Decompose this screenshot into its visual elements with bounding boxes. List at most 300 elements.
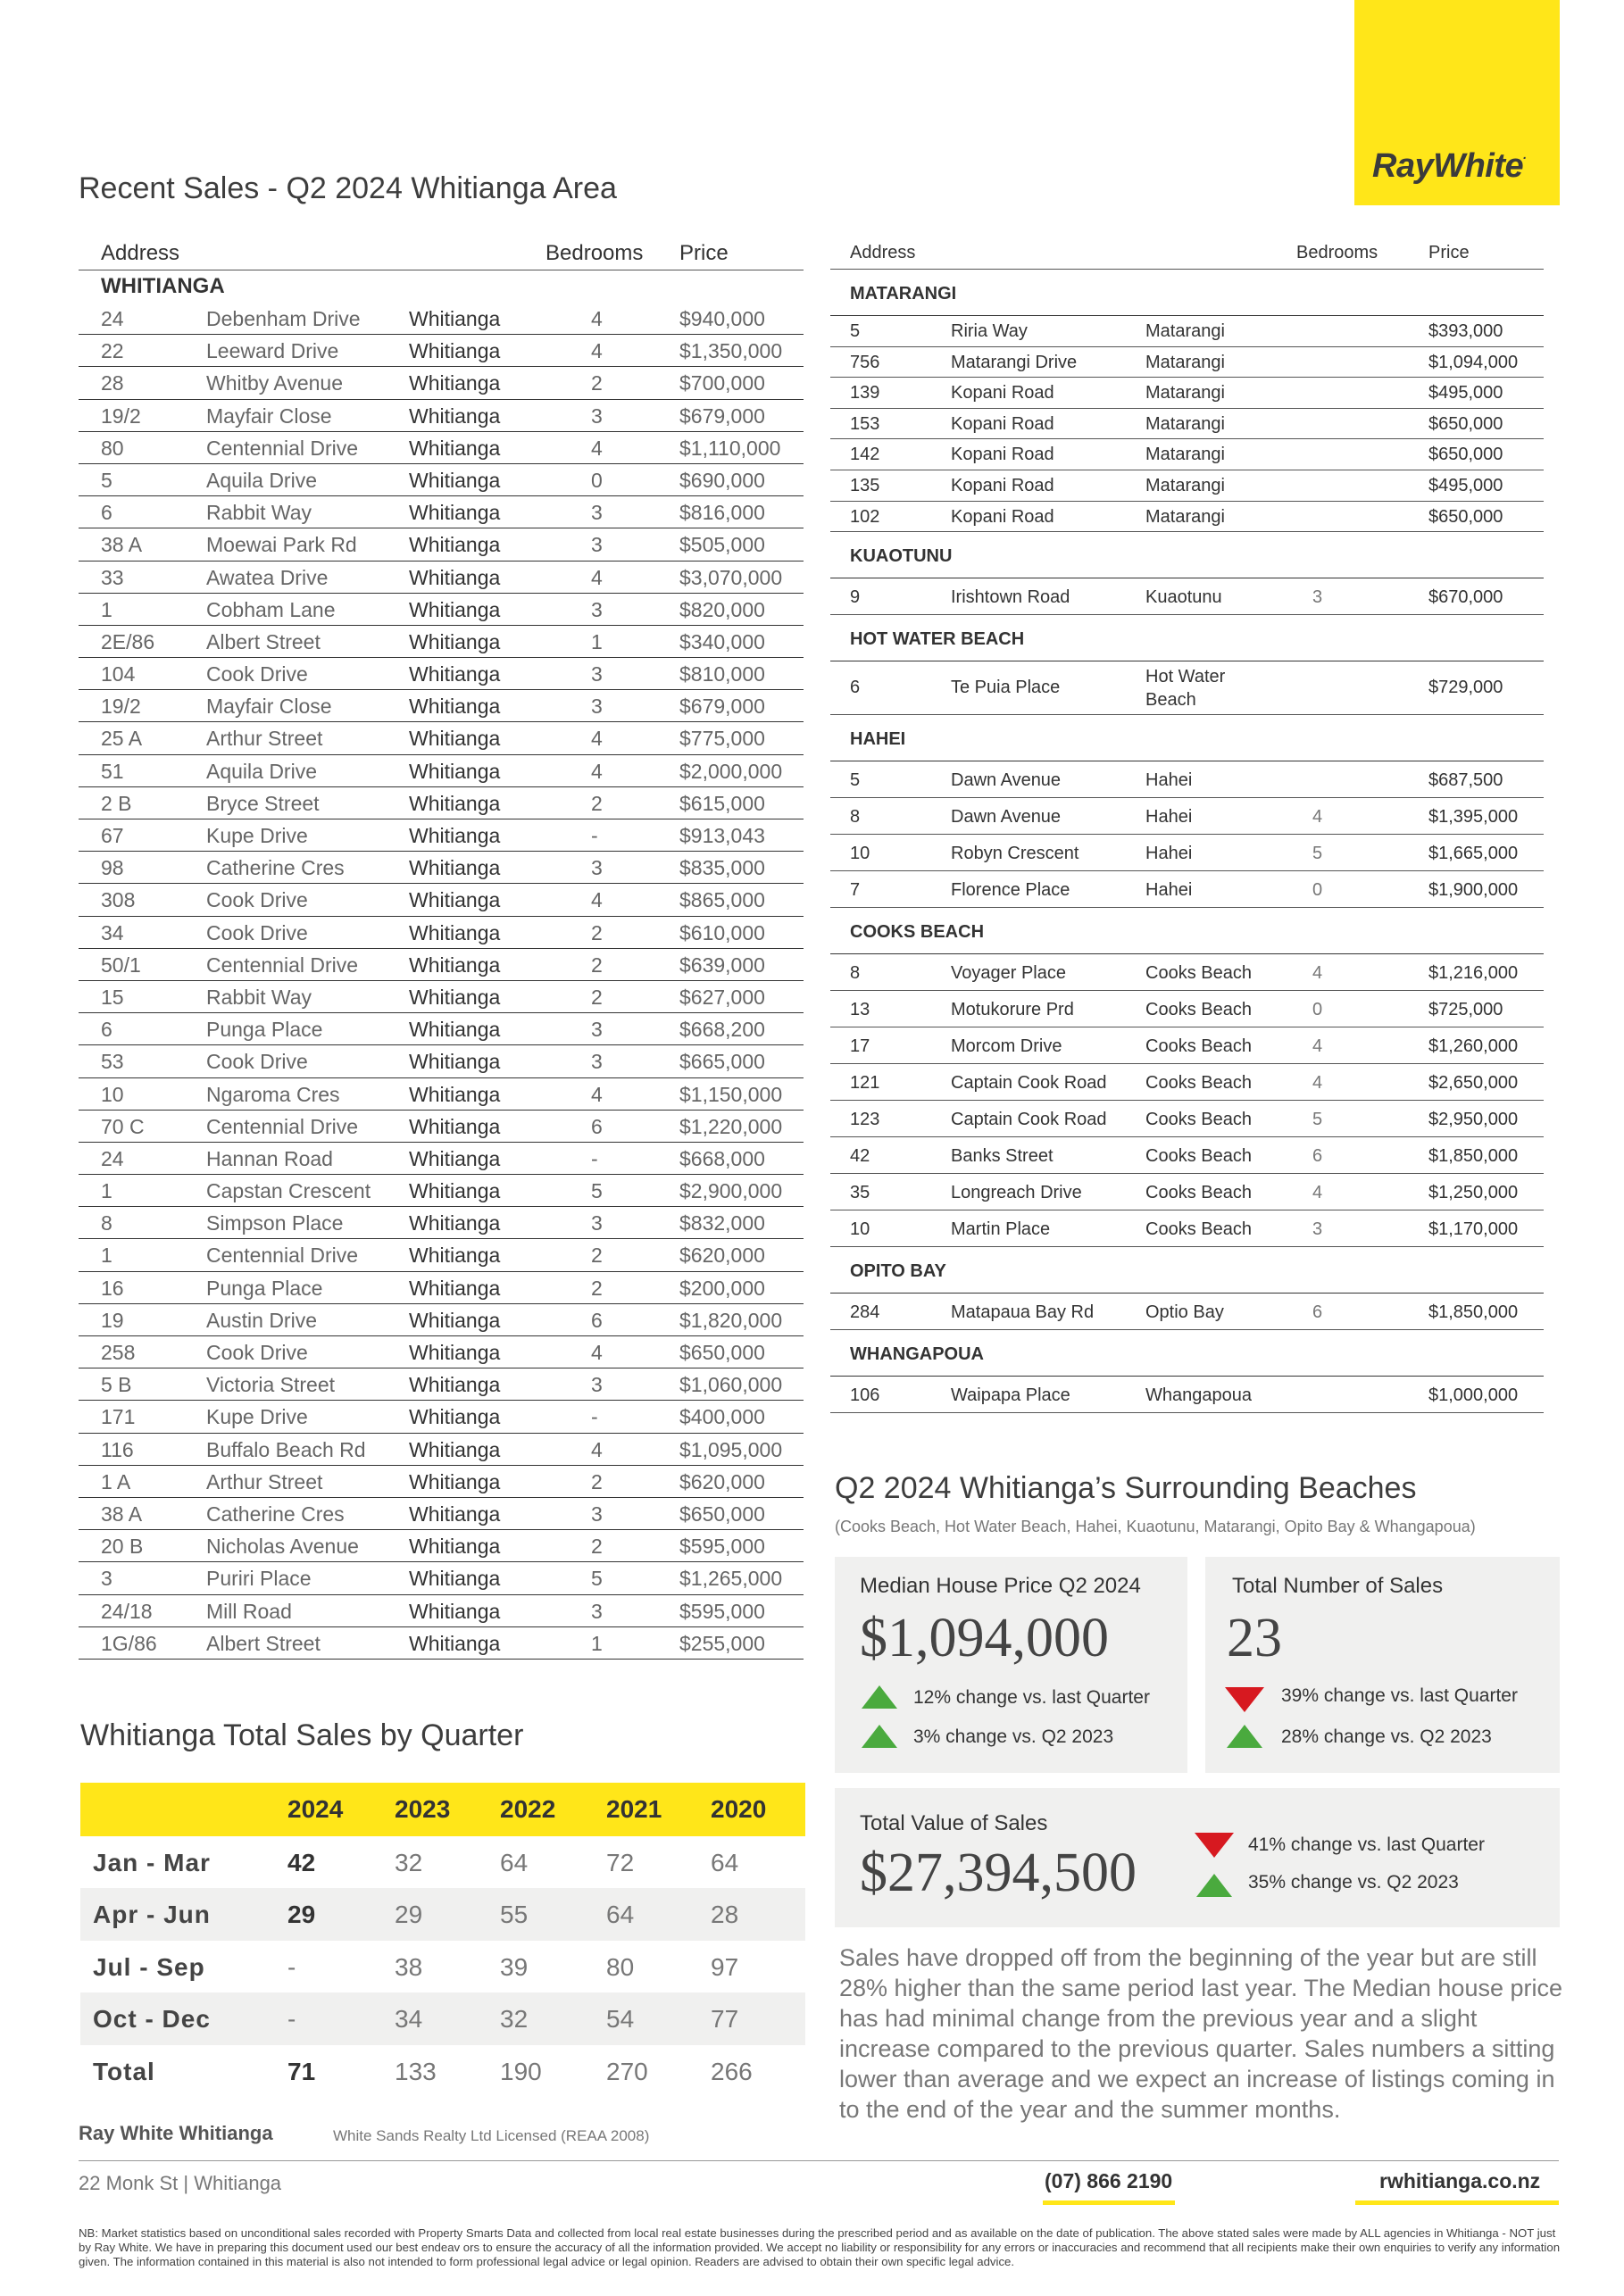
street-number: 42 — [850, 1146, 870, 1167]
table-row — [79, 1239, 804, 1271]
bedrooms: 3 — [591, 403, 603, 428]
table-row — [79, 400, 804, 432]
table-row — [79, 1434, 804, 1466]
street-name: Aquila Drive — [206, 468, 317, 492]
price: $1,350,000 — [679, 339, 783, 363]
suburb: Whitianga — [409, 953, 501, 977]
table-row — [830, 761, 1544, 798]
bedrooms: 5 — [1312, 1110, 1323, 1130]
street-number: 51 — [101, 759, 124, 783]
table-row — [830, 347, 1544, 379]
bedrooms: 3 — [591, 1050, 603, 1074]
suburb: Whitianga — [409, 791, 501, 815]
street-number: 9 — [850, 587, 861, 608]
suburb: Whitianga — [409, 1050, 501, 1074]
header-bedrooms: Bedrooms — [545, 241, 644, 265]
company-name: Ray White Whitianga — [79, 2122, 273, 2144]
suburb: Whitianga — [409, 1405, 501, 1429]
suburb: Whitianga — [409, 1179, 501, 1203]
suburb: Whitianga — [409, 371, 501, 395]
street-name: Motukorure Prd — [951, 1000, 1074, 1020]
price: $255,000 — [679, 1631, 765, 1655]
street-name: Cook Drive — [206, 920, 308, 944]
suburb: Matarangi — [1145, 413, 1225, 434]
change-text: 12% change vs. last Quarter — [913, 1687, 1150, 1708]
suburb: Whitianga — [409, 1018, 501, 1042]
quarter-value: 55 — [500, 1901, 529, 1929]
table-row — [79, 949, 804, 981]
street-number: 70 C — [101, 1114, 145, 1138]
table-row — [830, 470, 1544, 502]
street-number: 50/1 — [101, 953, 141, 977]
beaches-subtitle: (Cooks Beach, Hot Water Beach, Hahei, Kuaotunu, Matarangi, Opito Bay & Whangapoua) — [835, 1518, 1476, 1535]
street-name: Nicholas Avenue — [206, 1535, 359, 1559]
website-underline — [1355, 2200, 1559, 2205]
bedrooms: 6 — [591, 1308, 603, 1332]
street-number: 6 — [101, 501, 112, 525]
change-text: 35% change vs. Q2 2023 — [1248, 1872, 1459, 1893]
bedrooms: 4 — [591, 1437, 603, 1461]
street-number: 756 — [850, 352, 880, 372]
whitianga-sales-table — [79, 234, 804, 1660]
table-row — [830, 409, 1544, 440]
website-link[interactable]: rwhitianga.co.nz — [1379, 2169, 1541, 2192]
quarter-label: Total — [93, 2057, 155, 2085]
bedrooms: 3 — [591, 695, 603, 719]
suburb: Optio Bay — [1145, 1302, 1224, 1323]
change-text: 41% change vs. last Quarter — [1248, 1834, 1485, 1855]
price: $650,000 — [1428, 445, 1503, 465]
table-row — [830, 1027, 1544, 1064]
suburb: Hahei — [1145, 807, 1193, 828]
street-number: 80 — [101, 436, 124, 460]
section-title: KUAOTUNU — [830, 532, 1544, 578]
street-number: 25 A — [101, 727, 143, 751]
price: $627,000 — [679, 985, 765, 1009]
suburb: Whitianga — [409, 403, 501, 428]
street-name: Mayfair Close — [206, 403, 332, 428]
price: $595,000 — [679, 1535, 765, 1559]
quarter-value: 28 — [711, 1901, 739, 1929]
street-number: 34 — [101, 920, 124, 944]
street-number: 28 — [101, 371, 124, 395]
quarter-value: 64 — [500, 1849, 529, 1876]
quarter-row — [80, 1992, 805, 2044]
quarter-value: 32 — [500, 2005, 529, 2034]
table-row — [79, 1595, 804, 1627]
suburb: Cooks Beach — [1145, 1036, 1252, 1057]
quarter-row — [80, 1941, 805, 1992]
street-number: 2 B — [101, 791, 132, 815]
street-name: Leeward Drive — [206, 339, 339, 363]
street-number: 1G/86 — [101, 1631, 157, 1655]
bedrooms: 2 — [591, 791, 603, 815]
street-name: Kopani Road — [951, 383, 1054, 403]
suburb: Hahei — [1145, 770, 1193, 791]
card-label: Median House Price Q2 2024 — [860, 1574, 1141, 1598]
table-row — [79, 1143, 804, 1175]
bedrooms: 3 — [591, 1018, 603, 1042]
suburb: Whitianga — [409, 1341, 501, 1364]
street-number: 104 — [101, 662, 136, 686]
street-number: 98 — [101, 856, 124, 880]
bedrooms: 4 — [591, 307, 603, 330]
price: $393,000 — [1428, 321, 1503, 341]
street-number: 3 — [101, 1567, 112, 1591]
office-address: 22 Monk St | Whitianga — [79, 2172, 282, 2194]
bedrooms: 5 — [591, 1567, 603, 1591]
price: $650,000 — [679, 1341, 765, 1364]
quarter-label: Jul - Sep — [93, 1952, 205, 1981]
suburb: Whitianga — [409, 597, 501, 621]
price: $690,000 — [679, 468, 765, 492]
street-name: Kupe Drive — [206, 824, 308, 847]
suburb: Whitianga — [409, 1631, 501, 1655]
price: $865,000 — [679, 888, 765, 912]
street-number: 106 — [850, 1385, 880, 1406]
header-bedrooms: Bedrooms — [1296, 243, 1378, 262]
quarter-table — [80, 1783, 805, 2097]
bedrooms: 4 — [591, 436, 603, 460]
suburb: Whitianga — [409, 1373, 501, 1397]
price: $729,000 — [1428, 678, 1503, 698]
suburb: Whitianga — [409, 1469, 501, 1493]
price: $1,170,000 — [1428, 1219, 1519, 1240]
change-text: 39% change vs. last Quarter — [1281, 1685, 1518, 1706]
street-number: 1 A — [101, 1469, 131, 1493]
street-name: Kopani Road — [951, 475, 1054, 495]
quarter-value: 29 — [287, 1901, 316, 1929]
street-number: 135 — [850, 475, 880, 495]
footer-divider — [79, 2160, 1559, 2161]
bedrooms: 6 — [1312, 1302, 1323, 1323]
street-number: 19/2 — [101, 403, 141, 428]
table-row — [830, 991, 1544, 1027]
street-name: Rabbit Way — [206, 501, 312, 525]
suburb: Whitianga — [409, 1437, 501, 1461]
street-number: 15 — [101, 985, 124, 1009]
year-header: 2020 — [711, 1795, 767, 1823]
street-name: Dawn Avenue — [951, 770, 1062, 791]
street-number: 121 — [850, 1073, 880, 1094]
card-label: Total Number of Sales — [1232, 1574, 1444, 1598]
street-name: Cook Drive — [206, 662, 308, 686]
street-number: 19 — [101, 1308, 124, 1332]
header-price: Price — [1428, 243, 1470, 262]
suburb: Matarangi — [1145, 321, 1225, 341]
quarter-value: 71 — [287, 2057, 316, 2085]
street-name: Austin Drive — [206, 1308, 317, 1332]
table-row — [79, 432, 804, 464]
street-name: Moewai Park Rd — [206, 533, 357, 557]
street-name: Buffalo Beach Rd — [206, 1437, 366, 1461]
quarter-value: 190 — [500, 2057, 542, 2085]
street-name: Morcom Drive — [951, 1036, 1062, 1057]
price: $650,000 — [1428, 413, 1503, 434]
table-row — [79, 787, 804, 819]
bedrooms: 4 — [591, 727, 603, 751]
phone-number[interactable]: (07) 866 2190 — [1045, 2169, 1173, 2192]
price: $679,000 — [679, 695, 765, 719]
price: $820,000 — [679, 597, 765, 621]
price: $687,500 — [1428, 770, 1503, 791]
table-row — [830, 578, 1544, 615]
street-number: 123 — [850, 1110, 880, 1130]
street-name: Centennial Drive — [206, 436, 359, 460]
bedrooms: 4 — [591, 1341, 603, 1364]
street-name: Waipapa Place — [951, 1385, 1070, 1406]
street-name: Martin Place — [951, 1219, 1051, 1240]
bedrooms: 0 — [591, 468, 603, 492]
price: $940,000 — [679, 307, 765, 330]
table-row — [79, 1078, 804, 1111]
price: $1,850,000 — [1428, 1146, 1519, 1167]
street-number: 8 — [101, 1211, 112, 1235]
up-arrow-icon — [1196, 1874, 1232, 1897]
table-row — [830, 1101, 1544, 1137]
suburb: Matarangi — [1145, 383, 1225, 403]
suburb: Matarangi — [1145, 475, 1225, 495]
street-number: 116 — [101, 1437, 134, 1461]
street-name: Kopani Road — [951, 506, 1054, 527]
quarter-title: Whitianga Total Sales by Quarter — [80, 1718, 524, 1752]
street-name: Albert Street — [206, 1631, 321, 1655]
up-arrow-icon — [862, 1725, 897, 1748]
quarter-value: - — [287, 2005, 296, 2034]
street-number: 6 — [101, 1018, 112, 1042]
bedrooms: 2 — [591, 1244, 603, 1268]
street-number: 10 — [850, 844, 870, 864]
bedrooms: 2 — [591, 985, 603, 1009]
disclaimer: NB: Market statistics based on unconditional sales recorded with Property Smarts Data and collected from local real estate businesses during the prescribed period and as available on the date of publication. The above stated sales were made by ALL agencies in Whitianga - NOT just by Ray White. We have in preparing this document used our best endeav ors to ensure the accuracy of all the information provided. We accept no liability or responsibility for any errors or inaccuracies and recommend that all recipients make their own enquiries to verify any information given. The information contained in this material is also not intended to form professional legal advice or legal opinion. Readers are advised to obtain their own specific legal advice. — [79, 2226, 1561, 2268]
street-number: 153 — [850, 413, 880, 434]
street-number: 5 B — [101, 1373, 132, 1397]
bedrooms: 2 — [591, 371, 603, 395]
table-row — [830, 1174, 1544, 1210]
street-number: 5 — [101, 468, 112, 492]
street-name: Victoria Street — [206, 1373, 336, 1397]
street-name: Punga Place — [206, 1276, 323, 1300]
card-label: Total Value of Sales — [860, 1811, 1048, 1835]
table-row — [79, 367, 804, 399]
suburb: Whitianga — [409, 1082, 501, 1106]
table-row — [79, 1045, 804, 1077]
street-name: Cook Drive — [206, 888, 308, 912]
price: $1,265,000 — [679, 1567, 783, 1591]
suburb: Whitianga — [409, 1535, 501, 1559]
bedrooms: 4 — [1312, 1036, 1323, 1057]
bedrooms: 4 — [591, 888, 603, 912]
logo-box — [1354, 0, 1560, 205]
street-number: 10 — [101, 1082, 124, 1106]
licence-text: White Sands Realty Ltd Licensed (REAA 2008) — [333, 2127, 650, 2144]
suburb: Whitianga — [409, 565, 501, 589]
table-row — [79, 658, 804, 690]
bedrooms: 1 — [591, 1631, 603, 1655]
street-number: 67 — [101, 824, 124, 847]
table-row — [79, 1304, 804, 1336]
table-row — [79, 917, 804, 949]
table-row — [79, 981, 804, 1013]
suburb: Whitianga — [409, 727, 501, 751]
bedrooms: 3 — [591, 1599, 603, 1623]
median-price-value: $1,094,000 — [860, 1608, 1109, 1668]
street-name: Banks Street — [951, 1146, 1054, 1167]
street-name: Centennial Drive — [206, 1114, 359, 1138]
street-number: 19/2 — [101, 695, 141, 719]
street-number: 5 — [850, 770, 861, 791]
street-name: Arthur Street — [206, 1469, 323, 1493]
suburb: Whitianga — [409, 468, 501, 492]
price: $615,000 — [679, 791, 765, 815]
quarter-value: 39 — [500, 1952, 529, 1981]
quarter-row — [80, 2045, 805, 2097]
table-row — [79, 1466, 804, 1498]
table-row — [79, 1336, 804, 1368]
table-row — [79, 1627, 804, 1660]
bedrooms: 1 — [591, 629, 603, 653]
price: $679,000 — [679, 403, 765, 428]
beaches-title: Q2 2024 Whitianga’s Surrounding Beaches — [835, 1471, 1417, 1505]
bedrooms: 4 — [591, 339, 603, 363]
price: $816,000 — [679, 501, 765, 525]
street-name: Captain Cook Road — [951, 1110, 1107, 1130]
bedrooms: 3 — [591, 501, 603, 525]
street-number: 16 — [101, 1276, 124, 1300]
section-title: MATARANGI — [830, 270, 1544, 316]
quarter-row — [80, 1888, 805, 1940]
price: $668,000 — [679, 1146, 765, 1170]
street-name: Kopani Road — [951, 413, 1054, 434]
street-name: Awatea Drive — [206, 565, 329, 589]
street-number: 2E/86 — [101, 629, 155, 653]
table-row — [830, 1294, 1544, 1330]
bedrooms: 2 — [591, 953, 603, 977]
suburb: Whitianga — [409, 1146, 501, 1170]
street-name: Mayfair Close — [206, 695, 332, 719]
up-arrow-icon — [862, 1685, 897, 1709]
bedrooms: 3 — [591, 597, 603, 621]
header-address: Address — [101, 241, 180, 265]
bedrooms: 2 — [591, 1469, 603, 1493]
section-title: WHITIANGA — [101, 274, 225, 298]
suburb: Whitianga — [409, 824, 501, 847]
section-title: WHANGAPOUA — [830, 1330, 1544, 1377]
street-name: Puriri Place — [206, 1567, 312, 1591]
street-name: Simpson Place — [206, 1211, 344, 1235]
street-name: Matarangi Drive — [951, 352, 1078, 372]
price: $495,000 — [1428, 383, 1503, 403]
street-name: Cook Drive — [206, 1341, 308, 1364]
bedrooms: - — [591, 1146, 598, 1170]
suburb: Cooks Beach — [1145, 1000, 1252, 1020]
phone-underline — [1043, 2200, 1175, 2205]
table-row — [79, 626, 804, 658]
table-row — [830, 1137, 1544, 1174]
street-number: 142 — [850, 445, 880, 465]
street-number: 7 — [850, 880, 861, 901]
price: $1,110,000 — [679, 436, 781, 460]
table-row — [79, 1207, 804, 1239]
street-name: Florence Place — [951, 880, 1070, 901]
suburb: Whitianga — [409, 1211, 501, 1235]
bedrooms: 0 — [1312, 880, 1323, 901]
street-name: Kopani Road — [951, 445, 1054, 465]
table-row — [79, 1562, 804, 1594]
street-number: 17 — [850, 1036, 870, 1057]
suburb: Whitianga — [409, 629, 501, 653]
suburb: Cooks Beach — [1145, 1073, 1252, 1094]
quarter-value: - — [287, 1952, 296, 1981]
page-title: Recent Sales - Q2 2024 Whitianga Area — [79, 171, 617, 205]
bedrooms: 4 — [591, 565, 603, 589]
quarter-value: 77 — [711, 2005, 739, 2034]
street-number: 308 — [101, 888, 136, 912]
quarter-label: Apr - Jun — [93, 1901, 211, 1929]
section-title: HOT WATER BEACH — [830, 615, 1544, 661]
bedrooms: 0 — [1312, 1000, 1323, 1020]
quarter-value: 133 — [395, 2057, 437, 2085]
table-row — [830, 835, 1544, 871]
table-header — [830, 237, 1544, 270]
price: $775,000 — [679, 727, 765, 751]
street-name: Voyager Place — [951, 963, 1066, 984]
table-row — [830, 378, 1544, 409]
street-number: 20 B — [101, 1535, 144, 1559]
quarter-value: 32 — [395, 1849, 423, 1876]
suburb: Cooks Beach — [1145, 1183, 1252, 1203]
street-name: Whitby Avenue — [206, 371, 344, 395]
street-number: 35 — [850, 1183, 870, 1203]
bedrooms: 4 — [1312, 963, 1323, 984]
median-price-card — [835, 1557, 1187, 1773]
bedrooms: 3 — [1312, 1219, 1323, 1240]
change-text: 3% change vs. Q2 2023 — [913, 1726, 1114, 1747]
table-row — [830, 1064, 1544, 1101]
street-number: 1 — [101, 1244, 112, 1268]
price: $610,000 — [679, 920, 765, 944]
bedrooms: 3 — [591, 1373, 603, 1397]
table-row — [830, 798, 1544, 835]
street-number: 171 — [101, 1405, 136, 1429]
street-number: 6 — [850, 678, 861, 698]
table-row — [79, 1272, 804, 1304]
street-name: Capstan Crescent — [206, 1179, 371, 1203]
table-row — [79, 1111, 804, 1143]
street-name: Hannan Road — [206, 1146, 333, 1170]
bedrooms: 4 — [1312, 1183, 1323, 1203]
price: $2,650,000 — [1428, 1073, 1519, 1094]
header-price: Price — [679, 241, 729, 265]
suburb: Whitianga — [409, 307, 501, 330]
price: $200,000 — [679, 1276, 765, 1300]
table-row — [79, 1498, 804, 1530]
table-row — [79, 528, 804, 561]
price: $340,000 — [679, 629, 765, 653]
bedrooms: 4 — [1312, 807, 1323, 828]
suburb: Hahei — [1145, 880, 1193, 901]
table-row — [79, 690, 804, 722]
table-row — [830, 502, 1544, 533]
bedrooms: 3 — [1312, 587, 1323, 608]
price: $650,000 — [679, 1502, 765, 1526]
bedrooms: 5 — [591, 1179, 603, 1203]
price: $913,043 — [679, 824, 765, 847]
price: $639,000 — [679, 953, 765, 977]
street-name: Arthur Street — [206, 727, 323, 751]
total-value-card — [835, 1788, 1560, 1927]
suburb: Matarangi — [1145, 445, 1225, 465]
